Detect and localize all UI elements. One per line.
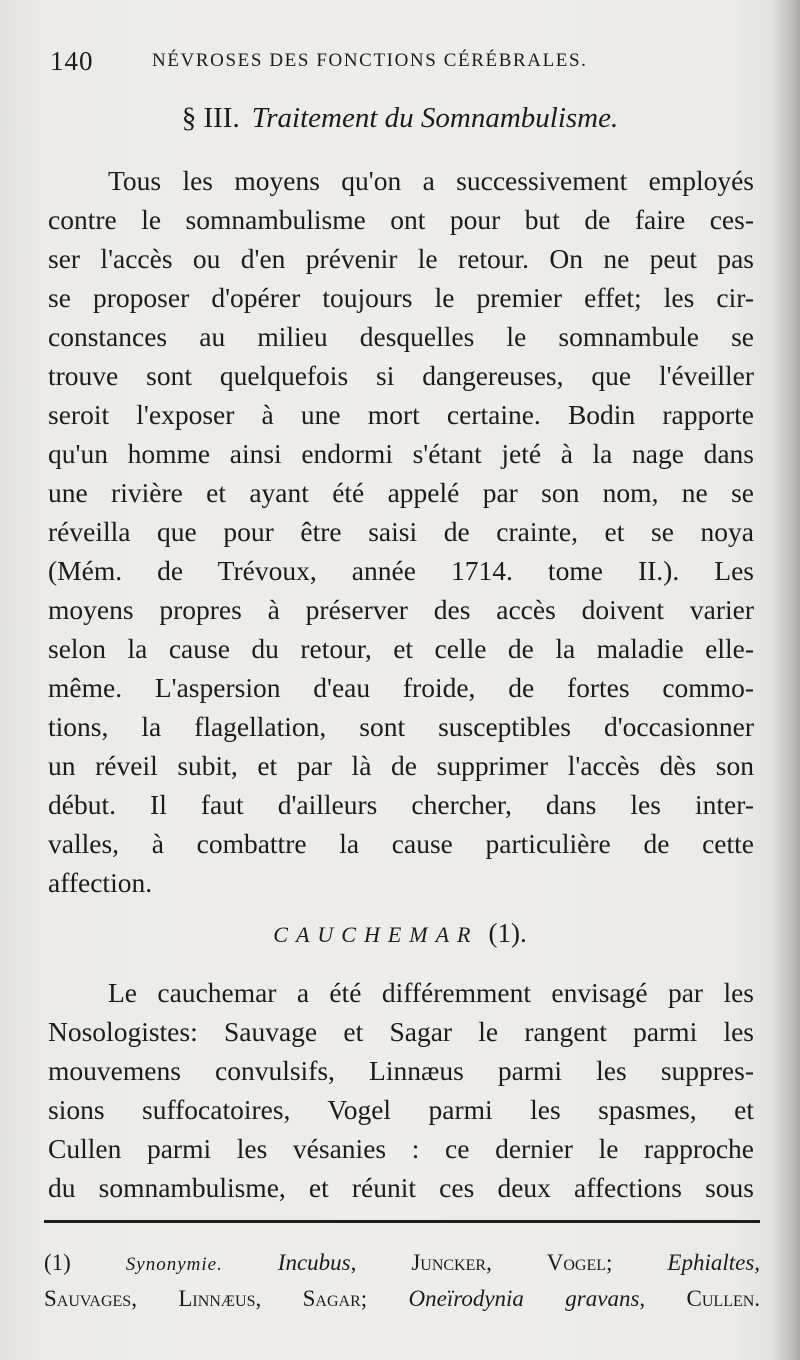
text-line: affection. xyxy=(48,867,153,898)
text-line: moyens propres à préserver des accès doivent varier xyxy=(48,594,754,625)
text-line: un réveil subit, et par là de supprimer l'accès dès son xyxy=(48,750,754,781)
term-incubus: Incubus xyxy=(277,1250,351,1275)
footnote-rule xyxy=(44,1220,760,1223)
author-sauvages: Sauvages xyxy=(44,1286,132,1311)
text-line: du somnambulisme, et réunit ces deux affections sous xyxy=(48,1172,754,1203)
text-line: réveilla que pour être saisi de crainte, et se noya xyxy=(48,516,754,547)
text-line: contre le somnambulisme ont pour but de faire ces- xyxy=(48,204,754,235)
text-line: Cullen parmi les vésanies : ce dernier le rapproche xyxy=(48,1133,754,1164)
text-line: (Mém. de Trévoux, année 1714. tome II.). Les xyxy=(48,555,754,586)
text-line: mouvemens convulsifs, Linnæus parmi les suppres- xyxy=(48,1055,754,1086)
subheading-cauchemar xyxy=(0,918,800,949)
text-line: une rivière et ayant été appelé par son nom, ne se xyxy=(48,477,754,508)
author-juncker: Juncker xyxy=(411,1250,487,1275)
author-sagar: Sagar xyxy=(302,1286,361,1311)
spine-shadow xyxy=(772,0,800,1360)
text-line: Tous les moyens qu'on a successivement employés xyxy=(108,165,754,196)
text-line: sions suffocatoires, Vogel parmi les spasmes, et xyxy=(48,1094,754,1125)
section-title: Traitement du Somnambulisme. xyxy=(251,102,619,134)
text-line: selon la cause du retour, et celle de la maladie elle- xyxy=(48,633,754,664)
section-number: § III. xyxy=(181,102,240,134)
text-line: Nosologistes: Sauvage et Sagar le rangent parmi les xyxy=(48,1016,754,1047)
running-title: NÉVROSES DES FONCTIONS CÉRÉBRALES. xyxy=(152,50,588,71)
text-line: début. Il faut d'ailleurs chercher, dans les inter- xyxy=(48,789,754,820)
footnote-line: (1) Synonymie. Incubus, Juncker, Vogel; Ephialtes, xyxy=(44,1250,761,1275)
text-line: qu'un homme ainsi endormi s'étant jeté à la nage dans xyxy=(48,438,754,469)
text-line: seroit l'exposer à une mort certaine. Bodin rapporte xyxy=(48,399,754,430)
footnote-marker: (1) xyxy=(44,1250,71,1275)
term-oneirodynia: Oneïrodynia gravans, xyxy=(408,1286,646,1311)
page-number: 140 xyxy=(50,46,94,76)
text-line: constances au milieu desquelles le somnambule se xyxy=(48,321,754,352)
text-line: Le cauchemar a été différemment envisagé par les xyxy=(108,977,754,1008)
text-line: même. L'aspersion d'eau froide, de fortes commo- xyxy=(48,672,754,703)
text-line: ser l'accès ou d'en prévenir le retour. On ne peut pas xyxy=(48,243,754,274)
subheading-word: CAUCHEMAR xyxy=(273,922,479,947)
text-line: trouve sont quelquefois si dangereuses, que l'éveiller xyxy=(48,360,754,391)
section-heading xyxy=(0,102,800,135)
author-linnaeus: Linnæus xyxy=(178,1286,256,1311)
author-cullen: Cullen. xyxy=(686,1286,761,1311)
author-vogel: Vogel xyxy=(546,1250,607,1275)
text-line: se proposer d'opérer toujours le premier effet; les cir- xyxy=(48,282,754,313)
running-head xyxy=(50,46,750,80)
text-line: valles, à combattre la cause particulière de cette xyxy=(48,828,754,859)
text-line: tions, la flagellation, sont susceptibles d'occasionner xyxy=(48,711,754,742)
synonymie-label: Synonymie. xyxy=(125,1254,223,1275)
footnote-line: Sauvages, Linnæus, Sagar; Oneïrodynia gravans, Cullen. xyxy=(44,1286,761,1311)
footnote-reference: (1). xyxy=(488,918,527,948)
term-ephialtes: Ephialtes, xyxy=(667,1250,761,1275)
